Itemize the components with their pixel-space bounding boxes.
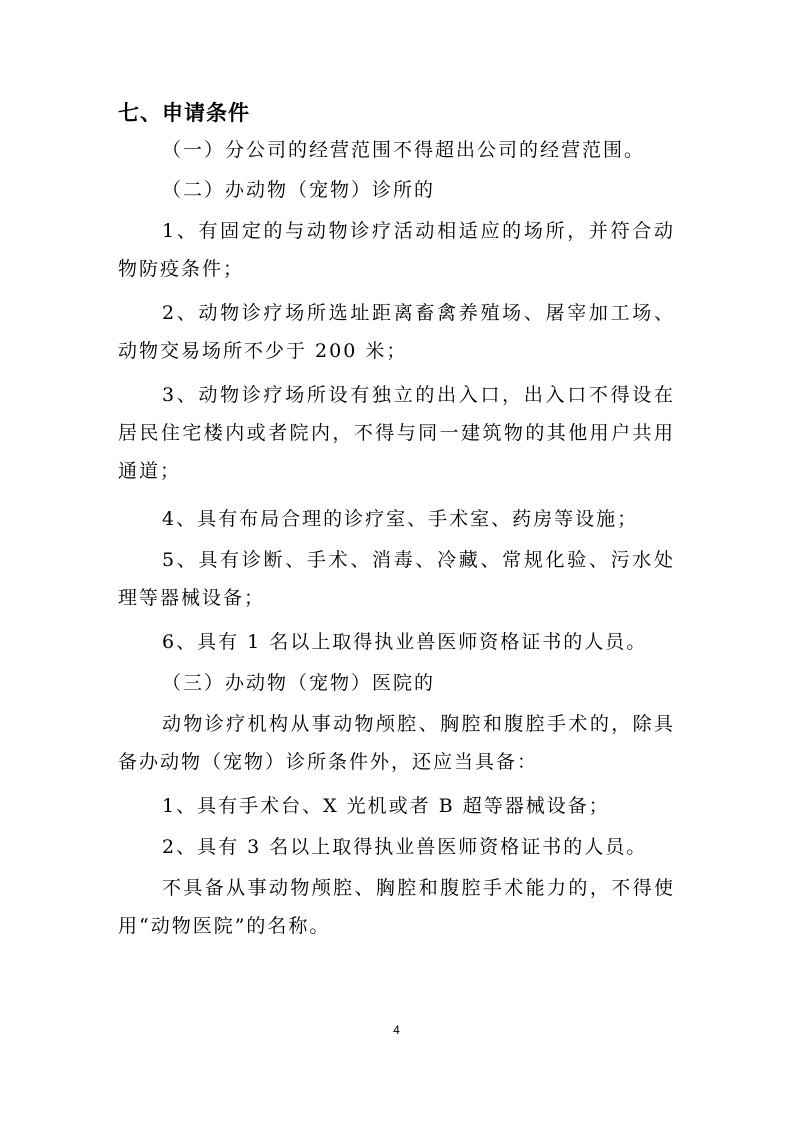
paragraph-clinic-item-2: 2、动物诊疗场所选址距离畜禽养殖场、屠宰加工场、动物交易场所不少于 200 米； — [118, 302, 675, 362]
paragraph-hospital-intro: 动物诊疗机构从事动物颅腔、胸腔和腹腔手术的，除具备办动物（宠物）诊所条件外，还应当具备： — [118, 713, 675, 773]
paragraph-scope: （一）分公司的经营范围不得超出公司的经营范围。 — [162, 139, 646, 161]
paragraph-name-restriction: 不具备从事动物颅腔、胸腔和腹腔手术能力的，不得使用“动物医院”的名称。 — [118, 877, 675, 937]
paragraph-hospital-item-1: 1、具有手术台、X 光机或者 B 超等器械设备； — [162, 795, 610, 817]
paragraph-clinic-item-6: 6、具有 1 名以上取得执业兽医师资格证书的人员。 — [162, 631, 648, 653]
section-heading: 七、申请条件 — [118, 101, 250, 125]
paragraph-clinic-item-3: 3、动物诊疗场所设有独立的出入口，出入口不得设在居民住宅楼内或者院内，不得与同一建筑物的其他用户共用通道； — [118, 384, 675, 482]
paragraph-clinic-title: （二）办动物（宠物）诊所的 — [162, 179, 436, 201]
paragraph-clinic-item-4: 4、具有布局合理的诊疗室、手术室、药房等设施； — [162, 508, 639, 530]
paragraph-clinic-item-5: 5、具有诊断、手术、消毒、冷藏、常规化验、污水处理等器械设备； — [118, 549, 675, 609]
paragraph-hospital-title: （三）办动物（宠物）医院的 — [162, 672, 436, 694]
paragraph-clinic-item-1: 1、有固定的与动物诊疗活动相适应的场所，并符合动物防疫条件； — [118, 220, 675, 280]
paragraph-hospital-item-2: 2、具有 3 名以上取得执业兽医师资格证书的人员。 — [162, 836, 648, 858]
page-number: 4 — [393, 1023, 400, 1037]
